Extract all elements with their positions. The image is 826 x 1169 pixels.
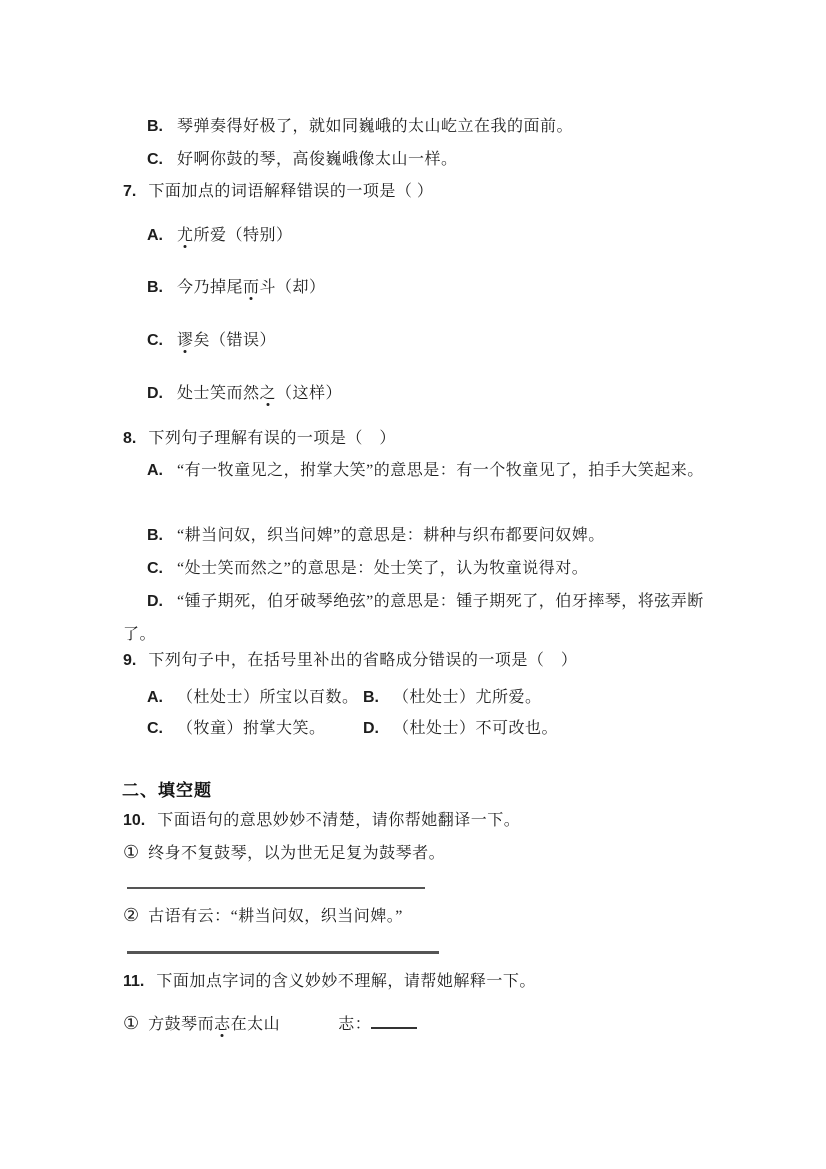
q6-option-b bbox=[147, 115, 573, 139]
q10-stem bbox=[123, 809, 520, 833]
q7-option-d bbox=[147, 382, 342, 406]
q8-option-d bbox=[123, 585, 705, 651]
option-text: “锺子期死，伯牙破琴绝弦”的意思是：锺子期死了，伯牙摔琴，将弦弄断了。 bbox=[123, 593, 704, 643]
q9-stem bbox=[123, 649, 577, 673]
q7-option-b bbox=[147, 276, 326, 300]
option-letter: A. bbox=[147, 689, 163, 706]
q7-stem bbox=[123, 180, 433, 204]
option-text: （牧童）拊掌大笑。 bbox=[177, 720, 326, 737]
option-letter: A. bbox=[147, 462, 163, 479]
emphasized-char: 之 bbox=[259, 385, 277, 402]
option-letter: B. bbox=[147, 279, 163, 296]
q10-item-1 bbox=[123, 840, 445, 866]
question-number: 11. bbox=[123, 973, 145, 990]
item-text: 古语有云：“耕当问奴，织当问婢。” bbox=[148, 908, 403, 925]
option-text: 所爱（特别） bbox=[193, 227, 293, 244]
option-text: （杜处士）不可改也。 bbox=[393, 720, 559, 737]
question-number: 9. bbox=[123, 652, 137, 669]
option-letter: B. bbox=[363, 689, 379, 706]
q7-option-c bbox=[147, 329, 276, 353]
option-text: （杜处士）所宝以百数。 bbox=[177, 689, 359, 706]
section-title-text: 二、填空题 bbox=[122, 781, 212, 800]
q9-option-a bbox=[147, 686, 359, 710]
item-text: 在太山 bbox=[230, 1016, 281, 1033]
option-text: 好啊你鼓的琴，高俊巍峨像太山一样。 bbox=[177, 151, 458, 168]
option-text: 琴弹奏得好极了，就如同巍峨的太山屹立在我的面前。 bbox=[177, 118, 574, 135]
q9-option-b bbox=[363, 686, 542, 710]
option-text: （这样） bbox=[276, 385, 343, 402]
question-stem-text: 下列句子理解有误的一项是（ ） bbox=[148, 430, 396, 447]
emphasized-char: 谬 bbox=[177, 332, 194, 349]
q9-option-d bbox=[363, 717, 558, 741]
option-letter: C. bbox=[147, 560, 163, 577]
answer-label: 志： bbox=[338, 1016, 372, 1033]
emphasized-char: 而 bbox=[243, 279, 260, 296]
q7-option-a bbox=[147, 224, 293, 248]
answer-blank-short bbox=[371, 1012, 417, 1029]
answer-blank-line-2 bbox=[127, 951, 439, 954]
option-letter: A. bbox=[147, 227, 163, 244]
question-stem-text: 下列句子中，在括号里补出的省略成分错误的一项是（ ） bbox=[148, 652, 578, 669]
option-letter: D. bbox=[147, 593, 163, 610]
option-letter: B. bbox=[147, 118, 163, 135]
option-text: “耕当问奴，织当问婢”的意思是：耕种与织布都要问奴婢。 bbox=[177, 527, 605, 544]
option-letter: D. bbox=[363, 720, 379, 737]
option-text: 今乃掉尾 bbox=[177, 279, 244, 296]
option-letter: C. bbox=[147, 332, 163, 349]
q10-item-2 bbox=[123, 903, 403, 929]
option-letter: B. bbox=[147, 527, 163, 544]
answer-blank-line-1 bbox=[127, 887, 425, 889]
item-text: 终身不复鼓琴，以为世无足复为鼓琴者。 bbox=[148, 845, 446, 862]
circled-number-icon: ② bbox=[123, 905, 140, 925]
option-text: “有一牧童见之，拊掌大笑”的意思是：有一个牧童见了，拍手大笑起来。 bbox=[177, 462, 704, 479]
option-letter: C. bbox=[147, 151, 163, 168]
option-letter: C. bbox=[147, 720, 163, 737]
option-letter: D. bbox=[147, 385, 163, 402]
circled-number-icon: ① bbox=[123, 1013, 140, 1033]
q8-option-a bbox=[123, 454, 705, 487]
question-stem-text: 下面语句的意思妙妙不清楚，请你帮她翻译一下。 bbox=[157, 812, 521, 829]
option-text: 处士笑而然 bbox=[177, 385, 260, 402]
question-number: 7. bbox=[123, 183, 137, 200]
question-stem-text: 下面加点字词的含义妙妙不理解，请帮她解释一下。 bbox=[156, 973, 536, 990]
emphasized-char: 志 bbox=[214, 1016, 231, 1033]
option-text: （杜处士）尤所爱。 bbox=[393, 689, 542, 706]
q9-option-c bbox=[147, 717, 326, 741]
q8-option-c bbox=[123, 552, 705, 585]
option-text: 矣（错误） bbox=[193, 332, 277, 349]
question-stem-text: 下面加点的词语解释错误的一项是（ ） bbox=[148, 183, 434, 200]
q6-option-c bbox=[147, 148, 458, 172]
q11-item-1 bbox=[123, 1011, 417, 1037]
option-text: “处士笑而然之”的意思是：处士笑了，认为牧童说得对。 bbox=[177, 560, 589, 577]
item-text: 方鼓琴而 bbox=[148, 1016, 215, 1033]
section-title bbox=[122, 779, 212, 803]
option-text: 斗（却） bbox=[259, 279, 326, 296]
q8-option-b bbox=[123, 519, 705, 552]
q8-stem bbox=[123, 427, 396, 451]
question-number: 10. bbox=[123, 812, 146, 829]
question-number: 8. bbox=[123, 430, 137, 447]
circled-number-icon: ① bbox=[123, 842, 140, 862]
q11-stem bbox=[123, 970, 536, 994]
emphasized-char: 尤 bbox=[177, 227, 194, 244]
